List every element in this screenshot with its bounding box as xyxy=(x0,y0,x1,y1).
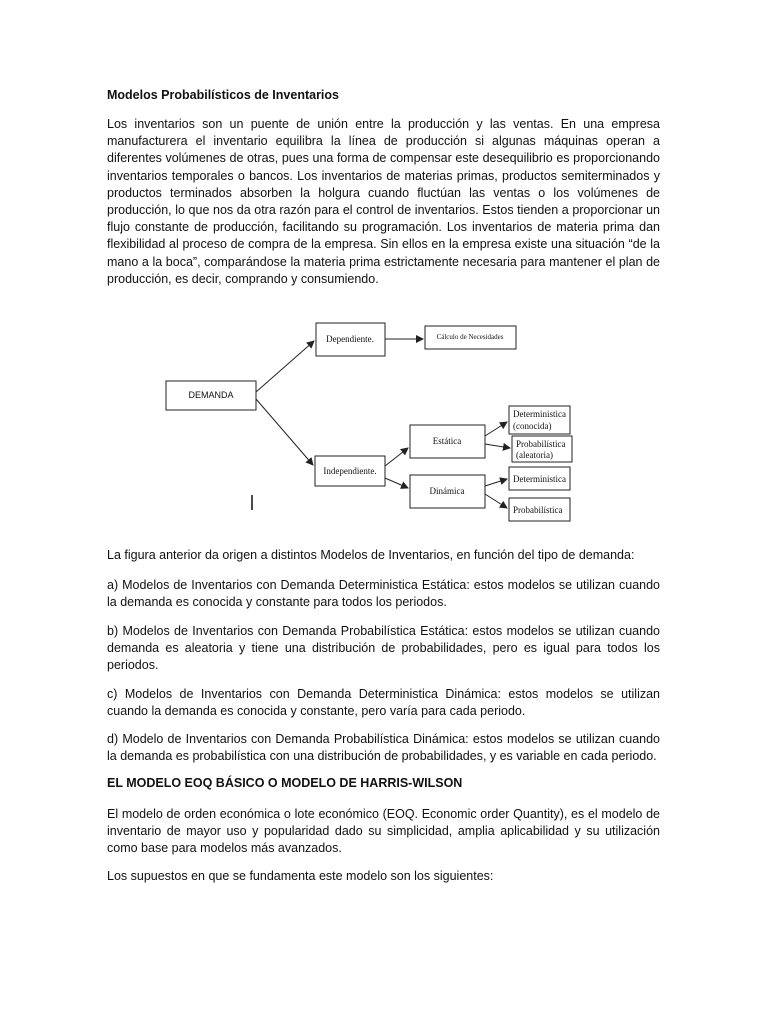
arrow-demanda-independiente xyxy=(256,399,313,465)
det-estatica-label-1: Deterministica xyxy=(513,409,566,419)
prob-dinamica-label: Probabilística xyxy=(513,505,563,515)
demanda-box xyxy=(166,381,256,410)
calculo-box xyxy=(425,326,516,349)
arrow-demanda-dependiente xyxy=(256,341,314,392)
item-d-paragraph: d) Modelo de Inventarios con Demanda Probabilística Dinámica: estos modelos se utilizan cuando la demanda es probabilística con una distribución de probabilidades, y es variable en cada periodo. xyxy=(107,732,660,764)
arrow-independiente-estatica xyxy=(385,448,408,466)
arrow-independiente-dinamica xyxy=(385,478,408,488)
item-c-paragraph: c) Modelos de Inventarios con Demanda Deterministica Dinámica: estos modelos se utilizan cuando la demanda es conocida y constante, pero varía para cada periodo. xyxy=(107,687,660,719)
item-b-paragraph: b) Modelos de Inventarios con Demanda Probabilística Estática: estos modelos se utilizan cuando demanda es aleatoria y tiene una distribución de probabilidades, pero es igual para todos los periodos. xyxy=(107,624,660,673)
dependiente-label: Dependiente. xyxy=(326,334,374,344)
item-a-paragraph: a) Modelos de Inventarios con Demanda Deterministica Estática: estos modelos se utilizan cuando la demanda es conocida y constante para todos los periodos. xyxy=(107,578,660,610)
estatica-box xyxy=(410,425,485,458)
dinamica-box xyxy=(410,475,485,508)
dinamica-label: Dinámica xyxy=(429,486,465,496)
estatica-label: Estática xyxy=(432,436,462,446)
dependiente-box xyxy=(316,323,385,356)
prob-estatica-label-1: Probabilística xyxy=(516,439,566,449)
eoq-intro-paragraph: El modelo de orden económica o lote económico (EOQ. Economic order Quantity), es el modelo de inventario de mayor uso y popularidad dado su simplicidad, amplia aplicabilidad y su utilización como base para modelos más avanzados. xyxy=(107,807,660,856)
det-estatica-label-2: (conocida) xyxy=(513,421,552,431)
assumptions-intro-paragraph: Los supuestos en que se fundamenta este modelo son los siguientes: xyxy=(107,869,494,883)
det-estatica-box xyxy=(509,406,570,434)
intro-paragraph: Los inventarios son un puente de unión entre la producción y las ventas. En una empresa manufacturera el inventario equilibra la línea de producción si algunas máquinas operan a diferentes volúmenes de otras, pues una forma de compensar este desequilibrio es proporcionando inventarios temporales o bancos. Los inventarios de materias primas, productos semiterminados y productos terminados absorben la holgura cuando fluctúan las ventas o los volúmenes de producción, lo que nos da otra razón para el control de inventarios. Estos tienden a proporcionar un flujo constante de producción, facilitando su programación. Los inventarios de materia prima dan flexibilidad al proceso de compra de la empresa. Sin ellos en la empresa existe una situación “de la mano a la boca”, comparándose la materia prima estrictamente necesaria para mantener el plan de producción, es decir, comprando y consumiendo. xyxy=(107,117,660,286)
arrow-dinamica-prob xyxy=(485,494,507,508)
det-dinamica-box xyxy=(509,467,570,490)
arrow-estatica-det xyxy=(485,422,507,436)
prob-dinamica-box xyxy=(509,498,570,521)
arrow-dinamica-det xyxy=(485,479,507,486)
prob-estatica-label-2: (aleatoria) xyxy=(516,450,553,460)
arrow-estatica-prob xyxy=(485,444,510,448)
demanda-label: DEMANDA xyxy=(188,390,234,400)
figure-intro-paragraph: La figura anterior da origen a distintos Modelos de Inventarios, en función del tipo de demanda: xyxy=(107,548,635,562)
eoq-heading: EL MODELO EOQ BÁSICO O MODELO DE HARRIS-WILSON xyxy=(107,776,463,790)
det-dinamica-label: Deterministica xyxy=(513,474,566,484)
independiente-box xyxy=(315,456,385,486)
prob-estatica-box xyxy=(512,436,572,462)
calculo-label: Cálculo de Necesidades xyxy=(436,333,504,341)
independiente-label: Independiente. xyxy=(323,466,377,476)
page-title: Modelos Probabilísticos de Inventarios xyxy=(107,88,339,102)
